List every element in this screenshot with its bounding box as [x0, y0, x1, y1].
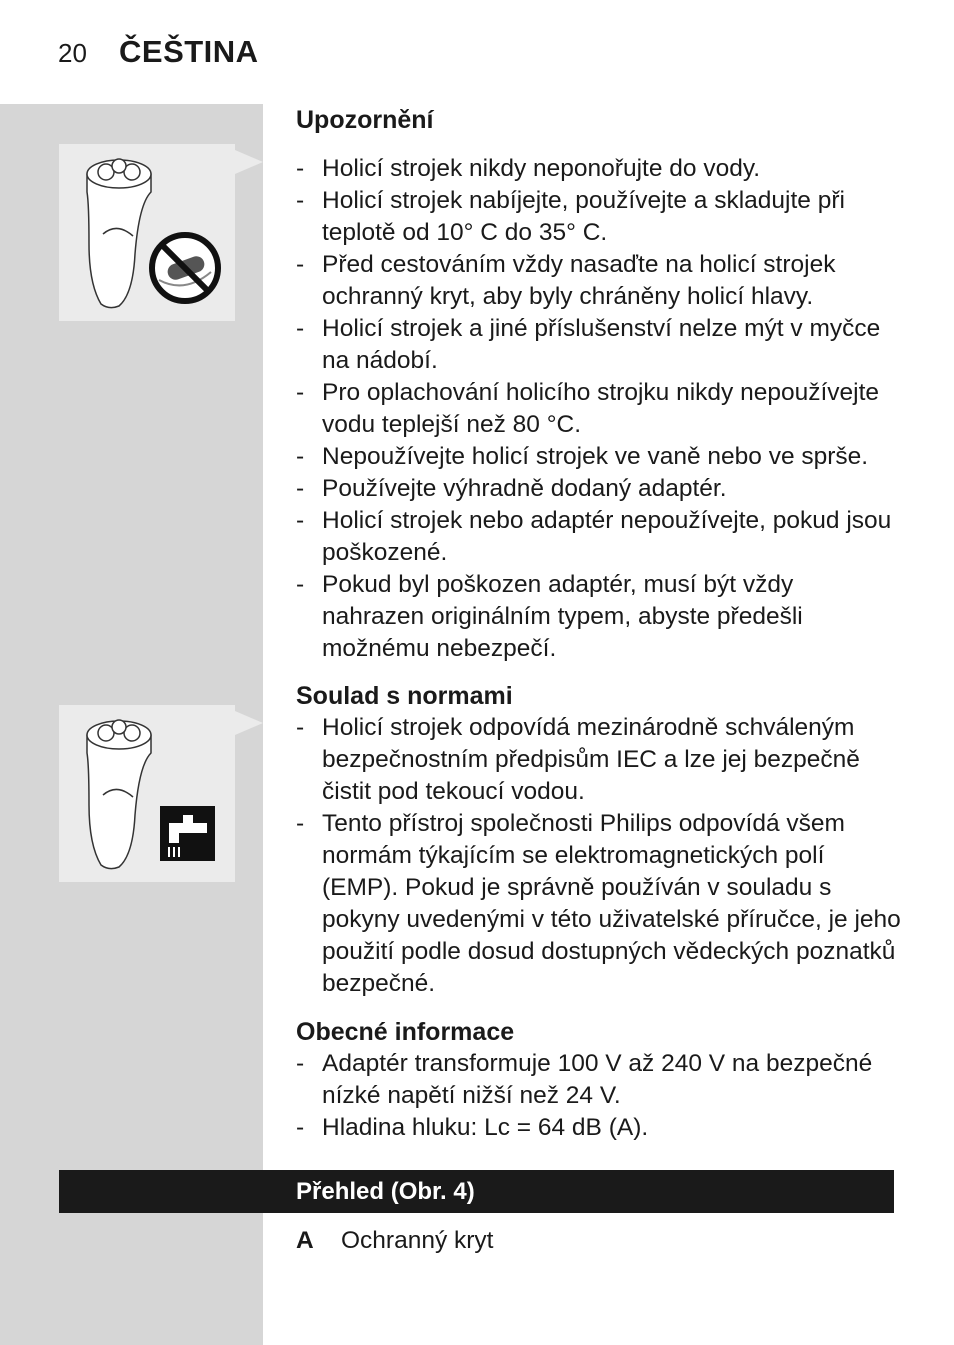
figure-running-water	[59, 705, 235, 882]
overview-title: Přehled (Obr. 4)	[296, 1178, 475, 1205]
list-item: - Holicí strojek odpovídá mezinárodně schváleným bezpečnostním předpisům IEC a lze jej bezpečně čistit pod tekoucí vodou.	[296, 712, 901, 808]
list-item: - Používejte výhradně dodaný adaptér.	[296, 473, 901, 505]
legend-label: Ochranný kryt	[341, 1227, 494, 1254]
section-warnings	[296, 104, 901, 665]
no-water-immersion-icon	[152, 235, 218, 301]
figure-no-immersion	[59, 144, 235, 321]
list-item: - Holicí strojek nikdy neponořujte do vody.	[296, 153, 901, 185]
section-compliance	[296, 680, 901, 1000]
page-number: 20	[58, 38, 87, 68]
shaver-illustration	[59, 705, 235, 882]
shaver-illustration	[59, 144, 235, 321]
section-heading: Upozornění	[296, 106, 434, 134]
warning-list	[296, 153, 901, 665]
list-item: - Před cestováním vždy nasaďte na holicí strojek ochranný kryt, aby byly chráněny holicí hlavy.	[296, 249, 901, 313]
list-item: - Tento přístroj společnosti Philips odpovídá všem normám týkajícím se elektromagnetických polí (EMP). Pokud je správně používán v souladu s pokyny uvedenými v této uživatelské příručce, je jeho použití podle dosud dostupných vědeckých poznatků bezpečné.	[296, 808, 901, 1000]
list-item: - Holicí strojek nebo adaptér nepoužívejte, pokud jsou poškozené.	[296, 505, 901, 569]
general-info-list	[296, 1048, 901, 1144]
section-heading: Soulad s normami	[296, 682, 513, 710]
tap-water-icon	[160, 806, 215, 861]
compliance-list	[296, 712, 901, 1000]
list-item: - Holicí strojek a jiné příslušenství nelze mýt v myčce na nádobí.	[296, 313, 901, 377]
section-general-info	[296, 1016, 901, 1144]
list-item: - Holicí strojek nabíjejte, používejte a skladujte při teplotě od 10° C do 35° C.	[296, 185, 901, 249]
list-item: - Pokud byl poškozen adaptér, musí být vždy nahrazen originálním typem, abyste předešli možnému nebezpečí.	[296, 569, 901, 665]
figure-pointer	[235, 150, 263, 174]
overview-heading-bar	[59, 1170, 894, 1213]
list-item: - Pro oplachování holicího strojku nikdy nepoužívejte vodu teplejší než 80 °C.	[296, 377, 901, 441]
legend-letter: A	[296, 1227, 314, 1254]
list-item: - Nepoužívejte holicí strojek ve vaně nebo ve sprše.	[296, 441, 901, 473]
list-item: - Adaptér transformuje 100 V až 240 V na bezpečné nízké napětí nižší než 24 V.	[296, 1048, 901, 1112]
figure-pointer	[235, 711, 263, 735]
section-heading: Obecné informace	[296, 1018, 515, 1046]
list-item: - Hladina hluku: Lc = 64 dB (A).	[296, 1112, 901, 1144]
legend-item	[296, 1225, 494, 1257]
language-title: ČEŠTINA	[119, 34, 259, 69]
